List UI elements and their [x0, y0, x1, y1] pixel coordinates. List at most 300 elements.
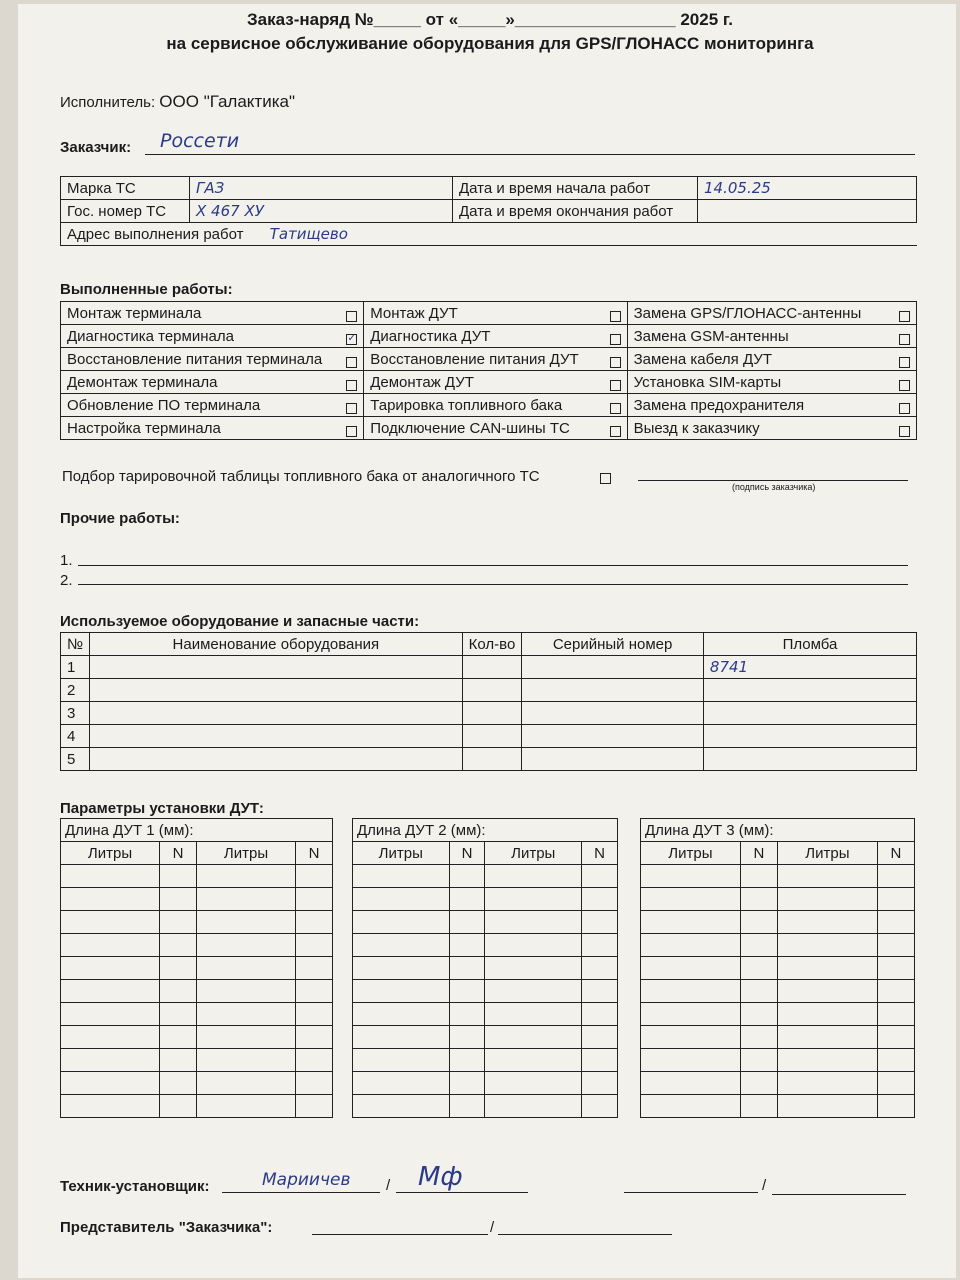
dut-cell [777, 980, 877, 1003]
executor-row [60, 92, 295, 112]
dut-cell [160, 957, 197, 980]
table-row [61, 934, 333, 957]
start-value: 14.05.25 [698, 177, 917, 200]
equipment-cell [90, 679, 463, 702]
table-row [61, 1003, 333, 1026]
work-label: Восстановление питания терминала [67, 350, 323, 368]
dut-header-cell: Литры [485, 842, 582, 865]
dut-cell [740, 1003, 777, 1026]
dut-cell [877, 934, 914, 957]
dut-cell [740, 888, 777, 911]
dut-cell [777, 1072, 877, 1095]
dut-header-cell: N [296, 842, 333, 865]
dut-cell [777, 1095, 877, 1118]
dut-cell [777, 934, 877, 957]
plate-value: Х 467 ХУ [190, 200, 453, 223]
dut-cell [160, 980, 197, 1003]
dut-header-cell: N [740, 842, 777, 865]
dut-cell [61, 1003, 160, 1026]
checkbox[interactable] [899, 357, 910, 368]
works-row [61, 348, 917, 371]
dut-cell [196, 1026, 295, 1049]
equipment-cell [703, 702, 916, 725]
equipment-cell [703, 679, 916, 702]
table-row [641, 934, 915, 957]
equipment-cell [90, 702, 463, 725]
dut-cell [160, 1072, 197, 1095]
dut-cell [740, 980, 777, 1003]
dut-cell [740, 1049, 777, 1072]
equipment-cell [703, 725, 916, 748]
work-label: Замена предохранителя [633, 396, 805, 414]
dut-cell [877, 980, 914, 1003]
dut-cell [353, 888, 450, 911]
dut-cell [581, 865, 617, 888]
dut-cell [296, 1026, 333, 1049]
dut-cell [485, 888, 582, 911]
table-row [353, 934, 618, 957]
dut-cell [61, 888, 160, 911]
dut-cell [160, 1026, 197, 1049]
row-number: 3 [61, 702, 90, 725]
checkbox[interactable] [610, 311, 621, 322]
table-row [61, 1072, 333, 1095]
rep-slash: / [490, 1219, 495, 1236]
dut-cell [61, 1049, 160, 1072]
customer-value: Россети [160, 130, 240, 152]
table-row [353, 957, 618, 980]
table-row [353, 1026, 618, 1049]
works-cell [627, 325, 916, 348]
checkbox[interactable] [610, 357, 621, 368]
dut-cell [160, 911, 197, 934]
dut-cell [740, 865, 777, 888]
table-row [353, 1072, 618, 1095]
dut-cell [641, 957, 741, 980]
dut-cell [353, 1003, 450, 1026]
dut-header-cell: Литры [196, 842, 295, 865]
dut-cell [641, 934, 741, 957]
table-row [61, 656, 917, 679]
dut-cell [777, 865, 877, 888]
dut-cell [877, 1049, 914, 1072]
dut-cell [160, 865, 197, 888]
table-row [641, 865, 915, 888]
dut-cell [449, 1049, 485, 1072]
dut-cell [160, 1003, 197, 1026]
works-row [61, 371, 917, 394]
other-line-2 [78, 572, 908, 585]
checkbox[interactable] [346, 426, 357, 437]
works-row [61, 325, 917, 348]
works-cell [364, 348, 627, 371]
works-title: Выполненные работы: [60, 281, 233, 298]
dut-cell [353, 1095, 450, 1118]
dut-cell [196, 957, 295, 980]
tech-signature: Мф [418, 1162, 463, 1192]
dut-header-cell: N [160, 842, 197, 865]
table-row [61, 702, 917, 725]
work-label: Монтаж ДУТ [370, 304, 458, 322]
work-label: Установка SIM-карты [633, 373, 782, 391]
works-cell [364, 394, 627, 417]
dut-cell [581, 957, 617, 980]
row-number: 1 [61, 656, 90, 679]
work-label: Замена кабеля ДУТ [633, 350, 772, 368]
table-row [61, 748, 917, 771]
dut-cell [296, 1003, 333, 1026]
dut-cell [581, 1095, 617, 1118]
table-row [641, 1003, 915, 1026]
brand-label: Марка ТС [61, 177, 190, 200]
dut-cell [353, 1072, 450, 1095]
checkbox[interactable] [610, 380, 621, 391]
dut-cell [877, 865, 914, 888]
equipment-cell [522, 702, 704, 725]
tech-slash: / [386, 1177, 391, 1194]
work-label: Тарировка топливного бака [370, 396, 563, 414]
works-cell [627, 394, 916, 417]
table-row [61, 980, 333, 1003]
equipment-cell [462, 748, 522, 771]
equipment-title: Используемое оборудование и запасные части: [60, 613, 420, 630]
dut-cell [485, 1072, 582, 1095]
dut-cell [877, 1026, 914, 1049]
equipment-header-cell: № [61, 633, 90, 656]
dut-caption: Длина ДУТ 3 (мм): [641, 819, 915, 842]
dut-cell [353, 934, 450, 957]
dut-cell [449, 1095, 485, 1118]
dut-cell [196, 865, 295, 888]
dut-cell [196, 934, 295, 957]
dut-cell [296, 1072, 333, 1095]
dut-cell [581, 911, 617, 934]
dut-header-cell: Литры [61, 842, 160, 865]
equipment-cell [90, 748, 463, 771]
dut-table [352, 818, 618, 1118]
equipment-cell [522, 656, 704, 679]
table-row [353, 980, 618, 1003]
checkbox[interactable] [899, 334, 910, 345]
table-row [61, 725, 917, 748]
work-label: Демонтаж терминала [67, 373, 218, 391]
tariff-checkbox[interactable] [600, 473, 611, 484]
checkbox[interactable] [899, 311, 910, 322]
checkbox-checked[interactable]: ✓ [347, 332, 356, 344]
dut-cell [485, 1095, 582, 1118]
dut-cell [196, 980, 295, 1003]
dut-cell [353, 957, 450, 980]
works-cell [61, 302, 364, 325]
dut-cell [777, 1026, 877, 1049]
dut-cell [581, 980, 617, 1003]
checkbox[interactable] [346, 357, 357, 368]
works-cell [364, 417, 627, 440]
table-row [353, 888, 618, 911]
dut-cell [777, 911, 877, 934]
dut-cell [61, 980, 160, 1003]
dut-header-cell: Литры [353, 842, 450, 865]
dut-cell [61, 934, 160, 957]
dut-cell [777, 888, 877, 911]
dut-cell [449, 911, 485, 934]
customer-signature-line [638, 468, 908, 481]
dut-header-cell: N [877, 842, 914, 865]
order-title: Заказ-наряд №_____ от «_____»_________________ 2025 г. [247, 10, 733, 29]
table-row [641, 980, 915, 1003]
dut-cell [581, 1072, 617, 1095]
dut-cell [740, 1026, 777, 1049]
dut-cell [485, 1049, 582, 1072]
dut-cell [449, 1003, 485, 1026]
table-row [353, 1049, 618, 1072]
equipment-header-cell: Кол-во [462, 633, 522, 656]
end-value [698, 200, 917, 223]
extra-slash: / [762, 1177, 767, 1194]
dut-cell [196, 1003, 295, 1026]
checkbox[interactable] [610, 334, 621, 345]
equipment-cell [462, 679, 522, 702]
equipment-cell [462, 656, 522, 679]
dut-header-cell: N [581, 842, 617, 865]
table-row [641, 1026, 915, 1049]
dut-cell [641, 1095, 741, 1118]
tech-sign-line [396, 1180, 528, 1193]
dut-caption: Длина ДУТ 1 (мм): [61, 819, 333, 842]
dut-cell [581, 1026, 617, 1049]
row-number: 5 [61, 748, 90, 771]
dut-cell [581, 934, 617, 957]
dut-table [60, 818, 333, 1118]
row-number: 2 [61, 679, 90, 702]
dut-cell [485, 1026, 582, 1049]
dut-cell [581, 1003, 617, 1026]
dut-cell [581, 888, 617, 911]
works-cell [627, 371, 916, 394]
works-row [61, 302, 917, 325]
table-row [61, 888, 333, 911]
table-row [353, 911, 618, 934]
works-cell [61, 417, 364, 440]
equipment-cell [462, 725, 522, 748]
table-row [61, 865, 333, 888]
dut-header-cell: N [449, 842, 485, 865]
dut-cell [740, 934, 777, 957]
order-subtitle: на сервисное обслуживание оборудования для GPS/ГЛОНАСС мониторинга [166, 34, 814, 53]
checkbox[interactable] [610, 403, 621, 414]
dut-cell [485, 1003, 582, 1026]
table-row [641, 957, 915, 980]
dut-cell [449, 888, 485, 911]
table-row [641, 911, 915, 934]
works-row [61, 394, 917, 417]
works-cell [364, 302, 627, 325]
rep-line-1 [312, 1222, 488, 1235]
dut-cell [296, 1095, 333, 1118]
work-label: Диагностика терминала [67, 327, 234, 345]
dut-cell [196, 1095, 295, 1118]
signature-caption: (подпись заказчика) [732, 482, 816, 492]
table-row [61, 1026, 333, 1049]
tariff-text: Подбор тарировочной таблицы топливного бака от аналогичного ТС [62, 468, 540, 485]
works-cell [61, 325, 364, 348]
dut-cell [740, 911, 777, 934]
equipment-header-cell: Серийный номер [522, 633, 704, 656]
dut-table [640, 818, 915, 1118]
dut-cell [296, 865, 333, 888]
dut-cell [160, 934, 197, 957]
dut-cell [196, 1072, 295, 1095]
rep-line-2 [498, 1222, 672, 1235]
executor-label: Исполнитель: [60, 94, 156, 111]
row-number: 4 [61, 725, 90, 748]
dut-header-cell: Литры [641, 842, 741, 865]
dut-cell [641, 1003, 741, 1026]
dut-cell [449, 980, 485, 1003]
start-label: Дата и время начала работ [453, 177, 698, 200]
equipment-cell: 8741 [703, 656, 916, 679]
checkbox[interactable] [346, 403, 357, 414]
works-cell [627, 417, 916, 440]
dut-cell [61, 1095, 160, 1118]
dut-cell [296, 888, 333, 911]
dut-cell [61, 911, 160, 934]
equipment-cell [90, 725, 463, 748]
works-cell [61, 348, 364, 371]
dut-cell [641, 980, 741, 1003]
tech-name: Мариичев [262, 1170, 351, 1190]
other-item-1: 1. [60, 552, 73, 569]
equipment-header-cell: Наименование оборудования [90, 633, 463, 656]
dut-cell [485, 980, 582, 1003]
other-works-title: Прочие работы: [60, 510, 180, 527]
dut-cell [160, 888, 197, 911]
equipment-cell [703, 748, 916, 771]
customer-line [145, 140, 915, 155]
work-label: Выезд к заказчику [633, 419, 760, 437]
tech-label: Техник-установщик: [60, 1178, 210, 1195]
dut-cell [296, 980, 333, 1003]
dut-cell [777, 1003, 877, 1026]
dut-cell [296, 934, 333, 957]
table-row [641, 888, 915, 911]
work-label: Обновление ПО терминала [67, 396, 261, 414]
other-item-2: 2. [60, 572, 73, 589]
dut-cell [353, 980, 450, 1003]
dut-cell [61, 865, 160, 888]
table-row [353, 1003, 618, 1026]
dut-cell [353, 1049, 450, 1072]
works-table [60, 301, 917, 440]
dut-cell [449, 1026, 485, 1049]
dut-cell [877, 1072, 914, 1095]
dut-caption: Длина ДУТ 2 (мм): [353, 819, 618, 842]
works-row [61, 417, 917, 440]
table-row [641, 1049, 915, 1072]
dut-cell [353, 1026, 450, 1049]
checkbox[interactable] [899, 403, 910, 414]
work-label: Настройка терминала [67, 419, 221, 437]
dut-cell [877, 888, 914, 911]
work-label: Замена GSM-антенны [633, 327, 789, 345]
end-label: Дата и время окончания работ [453, 200, 698, 223]
checkbox[interactable] [346, 380, 357, 391]
dut-cell [485, 865, 582, 888]
extra-line-2 [772, 1182, 906, 1195]
dut-cell [877, 957, 914, 980]
work-label: Монтаж терминала [67, 304, 202, 322]
table-row [641, 1072, 915, 1095]
dut-cell [485, 911, 582, 934]
table-row [61, 1095, 333, 1118]
dut-cell [485, 957, 582, 980]
table-row [61, 679, 917, 702]
dut-cell [449, 957, 485, 980]
executor-value: ООО "Галактика" [159, 92, 296, 111]
equipment-cell [522, 748, 704, 771]
dut-cell [449, 865, 485, 888]
dut-cell [877, 1003, 914, 1026]
dut-cell [641, 1049, 741, 1072]
dut-cell [641, 888, 741, 911]
table-row [641, 1095, 915, 1118]
tech-name-line [222, 1180, 380, 1193]
dut-cell [581, 1049, 617, 1072]
checkbox[interactable] [346, 311, 357, 322]
vehicle-table [60, 176, 917, 246]
dut-cell [641, 1026, 741, 1049]
dut-cell [641, 1072, 741, 1095]
dut-cell [160, 1095, 197, 1118]
works-cell [61, 394, 364, 417]
address-label: Адрес выполнения работ [67, 226, 244, 243]
dut-cell [877, 1095, 914, 1118]
dut-cell [740, 957, 777, 980]
dut-cell [641, 911, 741, 934]
plate-label: Гос. номер ТС [61, 200, 190, 223]
other-line-1 [78, 553, 908, 566]
checkbox[interactable] [610, 426, 621, 437]
table-row [353, 865, 618, 888]
dut-cell [449, 934, 485, 957]
equipment-cell [522, 679, 704, 702]
dut-cell [353, 865, 450, 888]
dut-cell [61, 1026, 160, 1049]
dut-cell [777, 1049, 877, 1072]
dut-cell [196, 888, 295, 911]
checkbox[interactable] [899, 380, 910, 391]
dut-cell [777, 957, 877, 980]
equipment-header-cell: Пломба [703, 633, 916, 656]
customer-label: Заказчик: [60, 139, 132, 156]
table-row [353, 1095, 618, 1118]
work-label: Диагностика ДУТ [370, 327, 491, 345]
equipment-header-row [61, 633, 917, 656]
dut-cell [740, 1095, 777, 1118]
rep-label: Представитель "Заказчика": [60, 1219, 273, 1236]
dut-cell [196, 1049, 295, 1072]
table-row [61, 957, 333, 980]
work-label: Замена GPS/ГЛОНАСС-антенны [633, 304, 862, 322]
dut-cell [160, 1049, 197, 1072]
work-label: Восстановление питания ДУТ [370, 350, 579, 368]
works-cell [61, 371, 364, 394]
works-cell [364, 325, 627, 348]
dut-cell [296, 957, 333, 980]
dut-cell [740, 1072, 777, 1095]
equipment-cell [462, 702, 522, 725]
checkbox[interactable] [899, 426, 910, 437]
